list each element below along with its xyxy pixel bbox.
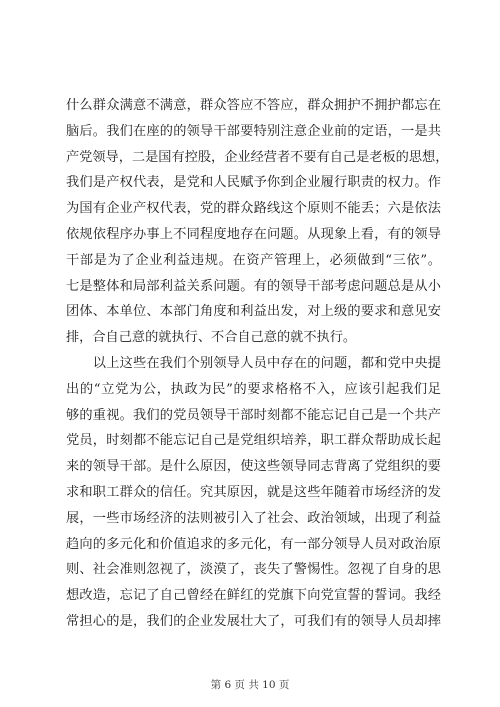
text-line: 团体、本单位、本部门角度和利益出发，对上级的要求和意见安 [66, 304, 441, 320]
text-line: 为国有企业产权代表，党的群众路线这个原则不能丢；六是依法 [66, 201, 441, 217]
text-line: 求和职工群众的信任。究其原因，就是这些年随着市场经济的发 [66, 484, 441, 500]
text-line: 想改造，忘记了自己曾经在鲜红的党旗下向党宣誓的誓词。我经 [66, 588, 441, 604]
text-line: 我们是产权代表，是党和人民赋予你到企业履行职责的权力。作 [66, 175, 441, 191]
text-line: 排，合自己意的就执行、不合自己意的就不执行。 [66, 330, 357, 346]
text-line: 则、社会准则忽视了，淡漠了，丧失了警惕性。忽视了自身的思 [66, 562, 441, 578]
text-line: 产党领导，二是国有控股，企业经营者不要有自己是老板的思想， [66, 149, 449, 165]
text-line: 常担心的是，我们的企业发展壮大了，可我们有的领导人员却摔 [66, 613, 441, 629]
text-line: 什么群众满意不满意，群众答应不答应，群众拥护不拥护都忘在 [66, 98, 441, 113]
text-line: 依规依程序办事上不同程度地存在问题。从现象上看，有的领导 [66, 226, 441, 242]
text-line: 展，一些市场经济的法则被引入了社会、政治领域，出现了利益 [66, 510, 441, 526]
page-footer: 第 6 页 共 10 页 [210, 679, 290, 691]
text-line: 脑后。我们在座的的领导干部要特别注意企业前的定语，一是共 [66, 123, 441, 139]
text-line: 党员，时刻都不能忘记自己是党组织培养，职工群众帮助成长起 [66, 433, 441, 449]
text-line: 够的重视。我们的党员领导干部时刻都不能忘记自己是一个共产 [66, 407, 441, 423]
text-line: 七是整体和局部利益关系问题。有的领导干部考虑问题总是从小 [66, 278, 441, 294]
text-line: 出的“立党为公，执政为民”的要求格格不入，应该引起我们足 [66, 381, 441, 397]
body-text [66, 93, 449, 635]
text-line: 以上这些在我们个别领导人员中存在的问题，都和党中央提 [66, 355, 441, 371]
text-line: 趋向的多元化和价值追求的多元化，有一部分领导人员对政治原 [66, 536, 441, 552]
text-line: 来的领导干部。是什么原因，使这些领导同志背离了党组织的要 [66, 459, 441, 475]
text-line: 干部是为了企业利益违规。在资产管理上，必须做到“三依”。 [66, 252, 441, 268]
